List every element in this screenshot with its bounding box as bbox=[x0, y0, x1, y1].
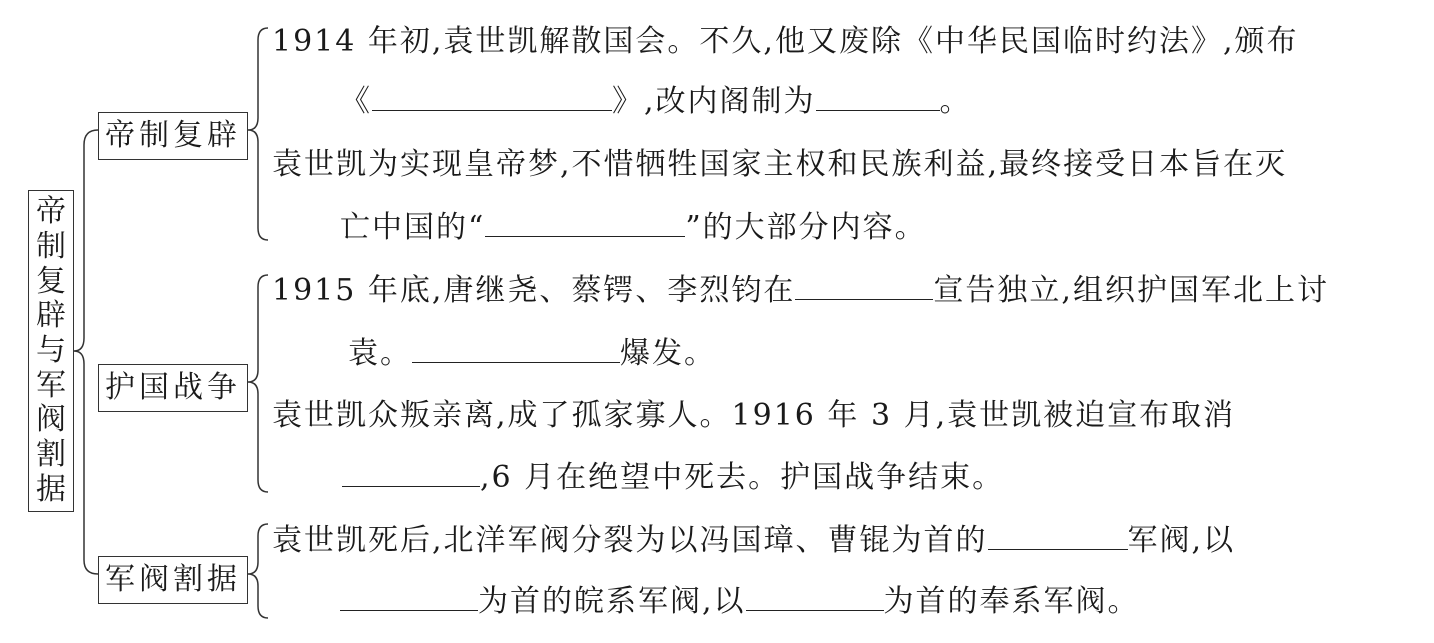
section-label-warlord-division: 军阀割据 bbox=[98, 556, 248, 604]
text-line bbox=[342, 458, 1004, 498]
fill-in-blank[interactable] bbox=[340, 586, 478, 611]
text-segment: 。 bbox=[939, 84, 972, 119]
text-segment: 袁世凯众叛亲离,成了孤家寡人。1916 年 3 月,袁世凯被迫宣布取消 bbox=[272, 398, 1236, 433]
text-line bbox=[272, 145, 1287, 185]
text-line bbox=[348, 334, 716, 374]
main-topic-box bbox=[28, 190, 74, 512]
text-line bbox=[340, 82, 972, 122]
text-segment: 》,改内阁制为 bbox=[612, 84, 816, 119]
text-segment: 袁世凯为实现皇帝梦,不惜牺牲国家主权和民族利益,最终接受日本旨在灭 bbox=[272, 147, 1288, 182]
text-segment: ”的大部分内容。 bbox=[685, 210, 927, 245]
fill-in-blank[interactable] bbox=[988, 525, 1128, 550]
fill-in-blank[interactable] bbox=[372, 86, 612, 111]
text-segment: 袁世凯死后,北洋军阀分裂为以冯国璋、曹锟为首的 bbox=[272, 523, 988, 558]
text-segment: 军阀,以 bbox=[1127, 523, 1236, 558]
text-line bbox=[272, 22, 1299, 62]
main-topic-char: 与 bbox=[36, 332, 66, 368]
main-topic-char: 制 bbox=[36, 228, 66, 264]
text-line bbox=[272, 521, 1235, 561]
fill-in-blank[interactable] bbox=[342, 462, 480, 487]
fill-in-blank[interactable] bbox=[795, 275, 933, 300]
main-topic-char: 军 bbox=[36, 367, 66, 403]
text-line bbox=[272, 271, 1329, 311]
text-segment: ,6 月在绝望中死去。护国战争结束。 bbox=[480, 460, 1005, 495]
fill-in-blank[interactable] bbox=[412, 338, 620, 363]
text-line bbox=[340, 582, 1140, 622]
text-line bbox=[272, 396, 1235, 436]
main-topic-char: 复 bbox=[36, 263, 66, 299]
text-segment: 宣告独立,组织护国军北上讨 bbox=[933, 273, 1329, 308]
section-label-imperial-restoration: 帝制复辟 bbox=[98, 112, 248, 160]
text-segment: 袁。 bbox=[348, 336, 412, 371]
fill-in-blank[interactable] bbox=[485, 212, 685, 237]
text-segment: 1915 年底,唐继尧、蔡锷、李烈钧在 bbox=[272, 273, 796, 308]
main-topic-char: 辟 bbox=[36, 298, 66, 334]
main-topic-char: 帝 bbox=[36, 194, 66, 230]
text-segment: 为首的奉系军阀。 bbox=[883, 584, 1140, 619]
main-topic-char: 据 bbox=[36, 471, 66, 507]
text-segment: 为首的皖系军阀,以 bbox=[478, 584, 746, 619]
main-topic-char: 割 bbox=[36, 436, 66, 472]
text-segment: 亡中国的“ bbox=[340, 210, 486, 245]
text-line bbox=[340, 208, 927, 248]
main-topic-char: 阀 bbox=[36, 402, 66, 438]
section-label-national-protection-war: 护国战争 bbox=[98, 364, 248, 412]
text-segment: 《 bbox=[340, 84, 372, 119]
text-segment: 1914 年初,袁世凯解散国会。不久,他又废除《中华民国临时约法》,颁布 bbox=[272, 24, 1299, 59]
fill-in-blank[interactable] bbox=[816, 86, 940, 111]
fill-in-blank[interactable] bbox=[746, 586, 884, 611]
text-segment: 爆发。 bbox=[620, 336, 716, 371]
